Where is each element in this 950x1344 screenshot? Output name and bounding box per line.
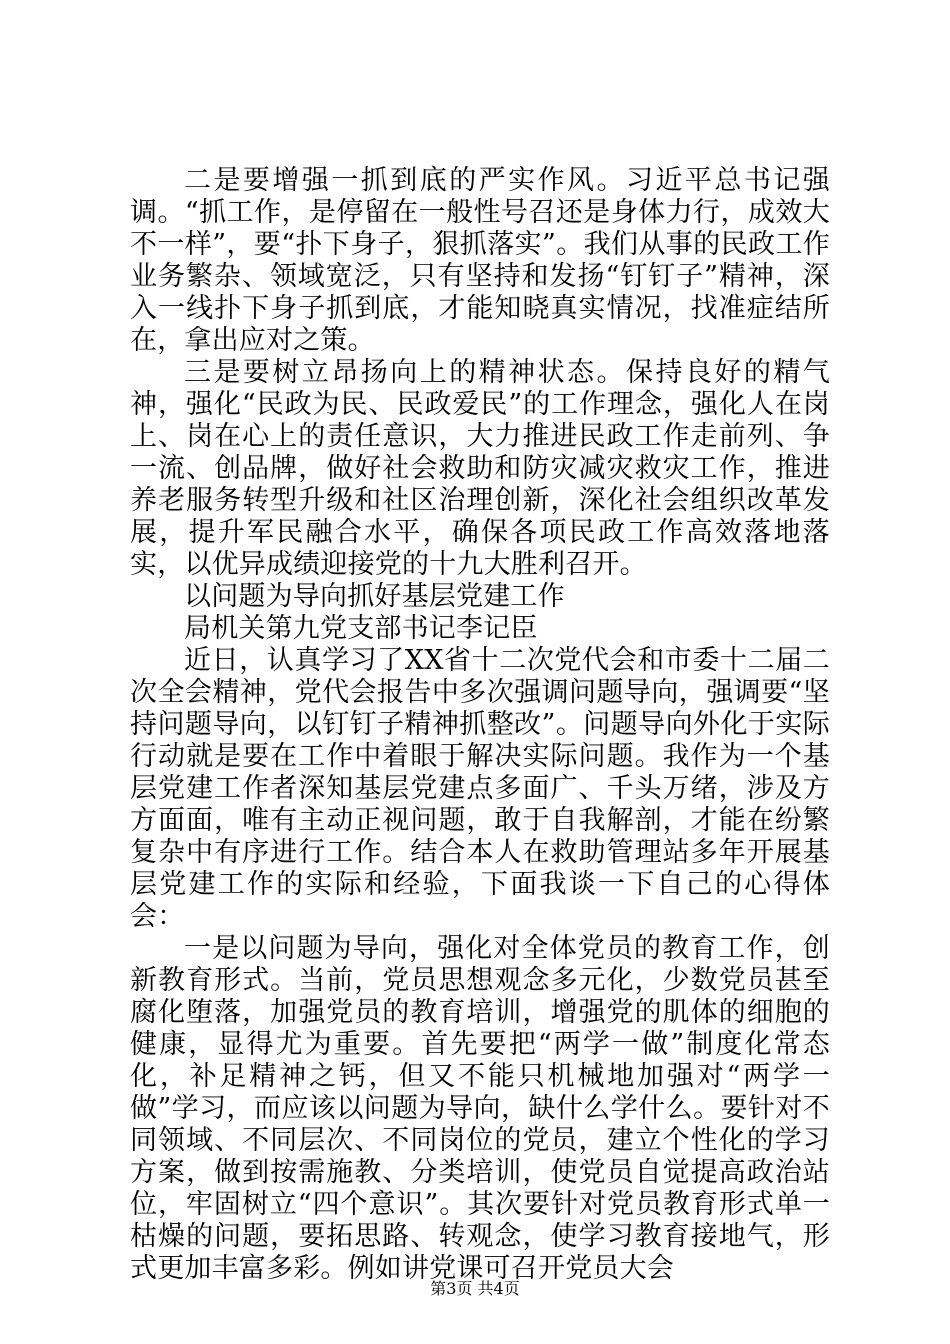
paragraph-2: 三是要树立昂扬向上的精神状态。保持良好的精气神，强化“民政为民、民政爱民”的工作理念，强化人在岗上、岗在心上的责任意识，大力推进民政工作走前列、争一流、创品牌，做好社会救助和防灾减灾救灾工作，推进养老服务转型升级和社区治理创新，深化社会组织改革发展，提升军民融合水平，确保各项民政工作高效落地落实，以优异成绩迎接党的十九大胜利召开。 xyxy=(130,357,830,580)
author-line: 局机关第九党支部书记李记臣 xyxy=(184,613,538,644)
paragraph-4: 一是以问题为导向，强化对全体党员的教育工作，创新教育形式。当前，党员思想观念多元化，少数党员甚至腐化堕落，加强党员的教育培训，增强党的肌体的细胞的健康，显得尤为重要。首先要把“两学一做”制度化常态化，补足精神之钙，但又不能只机械地加强对“两学一做”学习，而应该以问题为导向，缺什么学什么。要针对不同领域、不同层次、不同岗位的党员，建立个性化的学习方案，做到按需施教、分类培训，使党员自觉提高政治站位，牢固树立“四个意识”。其次要针对党员教育形式单一枯燥的问题，要拓思路、转观念，使学习教育接地气，形式更加丰富多彩。例如讲党课可召开党员大会 xyxy=(130,933,830,1284)
paragraph-1: 二是要增强一抓到底的严实作风。习近平总书记强调。“抓工作，是停留在一般性号召还是身体力行，成效大不一样”，要“扑下身子，狠抓落实”。我们从事的民政工作业务繁杂、领域宽泛，只有坚持和发扬“钉钉子”精神，深入一线扑下身子抓到底，才能知晓真实情况，找准症结所在，拿出应对之策。 xyxy=(130,165,830,356)
page-number-footer: 第3页 共4页 xyxy=(430,1279,520,1298)
paragraph-3: 近日，认真学习了XX省十二次党代会和市委十二届二次全会精神，党代会报告中多次强调问题导向，强调要“坚持问题导向，以钉钉子精神抓整改”。问题导向外化于实际行动就是要在工作中着眼于解决实际问题。我作为一个基层党建工作者深知基层党建点多面广、千头万绪，涉及方方面面，唯有主动正视问题，敢于自我解剖，才能在纷繁复杂中有序进行工作。结合本人在救助管理站多年开展基层党建工作的实际和经验，下面我谈一下自己的心得体会： xyxy=(130,645,830,932)
document-body xyxy=(130,165,830,1285)
section-title: 以问题为导向抓好基层党建工作 xyxy=(184,581,565,612)
